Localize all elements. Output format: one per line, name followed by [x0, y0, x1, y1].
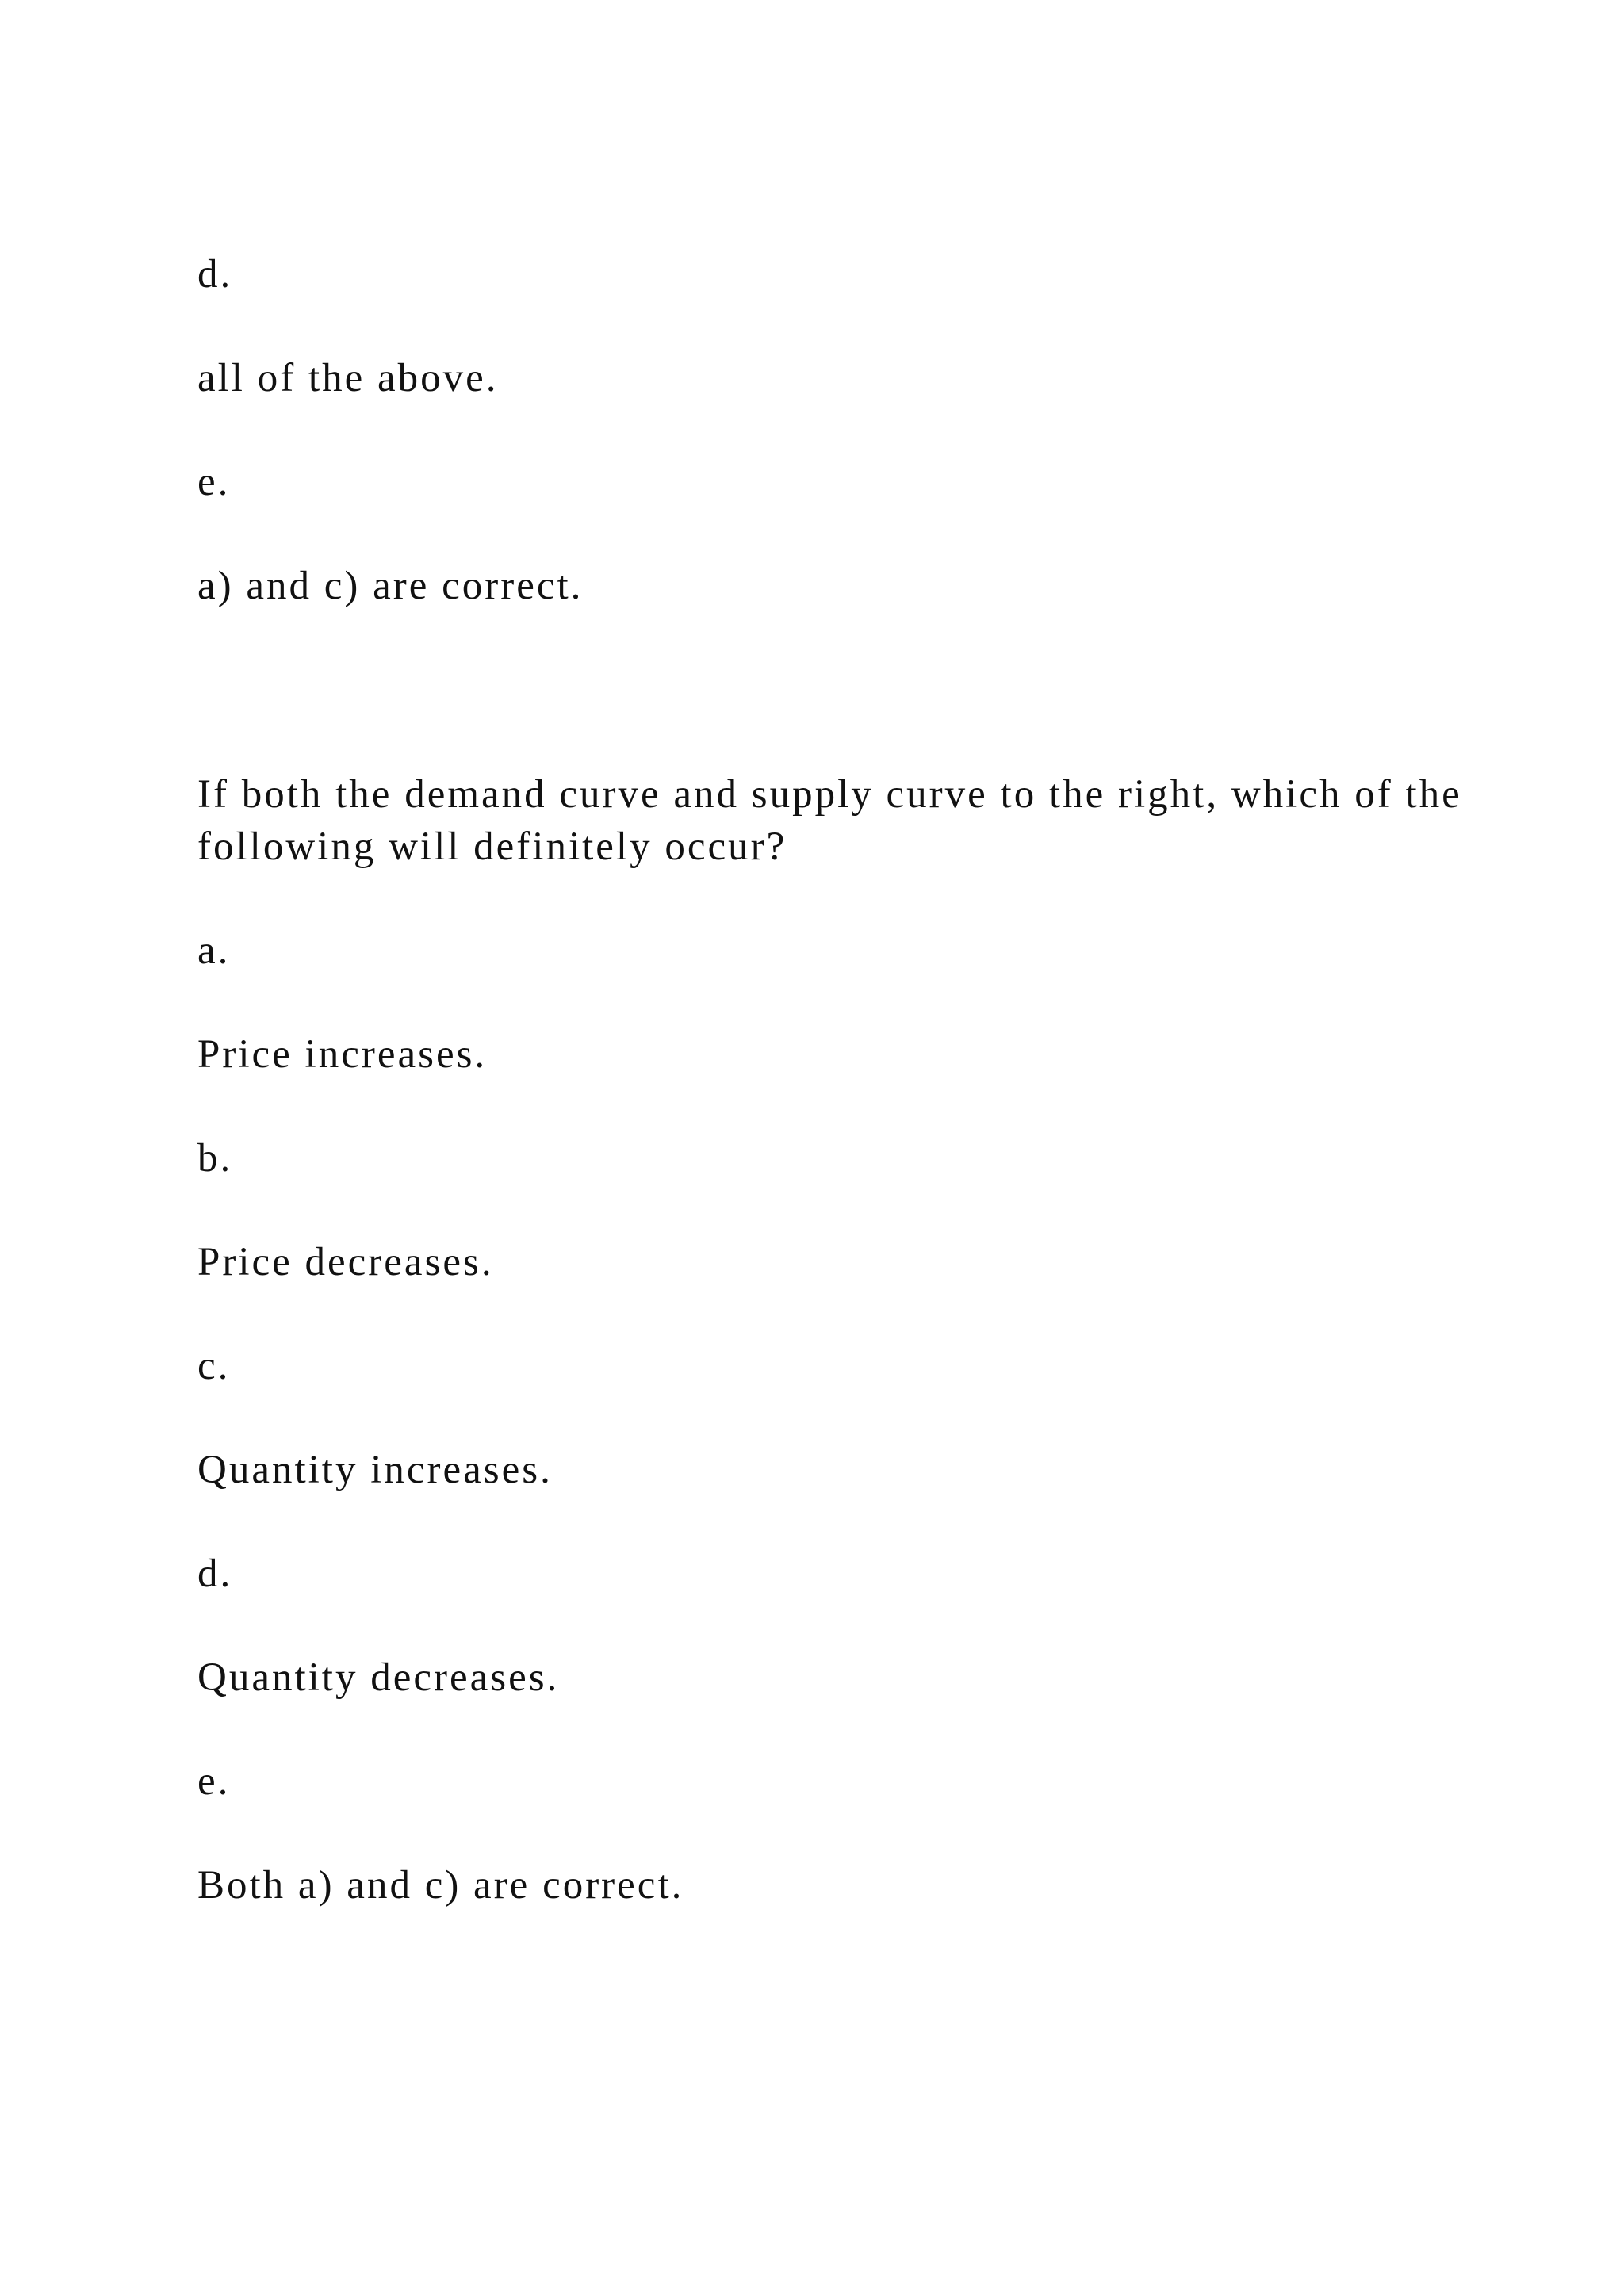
option-text-d: Quantity decreases.	[197, 1655, 560, 1700]
option-letter-b: b.	[197, 1136, 233, 1181]
option-text-a: Price increases.	[197, 1032, 488, 1077]
question-prompt: If both the demand curve and supply curve to the right, which of the following will definitely occur?	[197, 772, 1462, 869]
option-letter-a: a.	[197, 928, 231, 973]
option-text-c: Quantity increases.	[197, 1448, 553, 1492]
option-letter-e: e.	[197, 460, 231, 504]
option-letter-e: e.	[197, 1759, 231, 1804]
option-letter-d: d.	[197, 252, 233, 297]
option-letter-d: d.	[197, 1552, 233, 1596]
option-text-e: Both a) and c) are correct.	[197, 1863, 684, 1908]
option-text-b: Price decreases.	[197, 1240, 494, 1284]
option-text-d: all of the above.	[197, 356, 499, 400]
option-letter-c: c.	[197, 1344, 231, 1388]
option-text-e: a) and c) are correct.	[197, 564, 584, 608]
